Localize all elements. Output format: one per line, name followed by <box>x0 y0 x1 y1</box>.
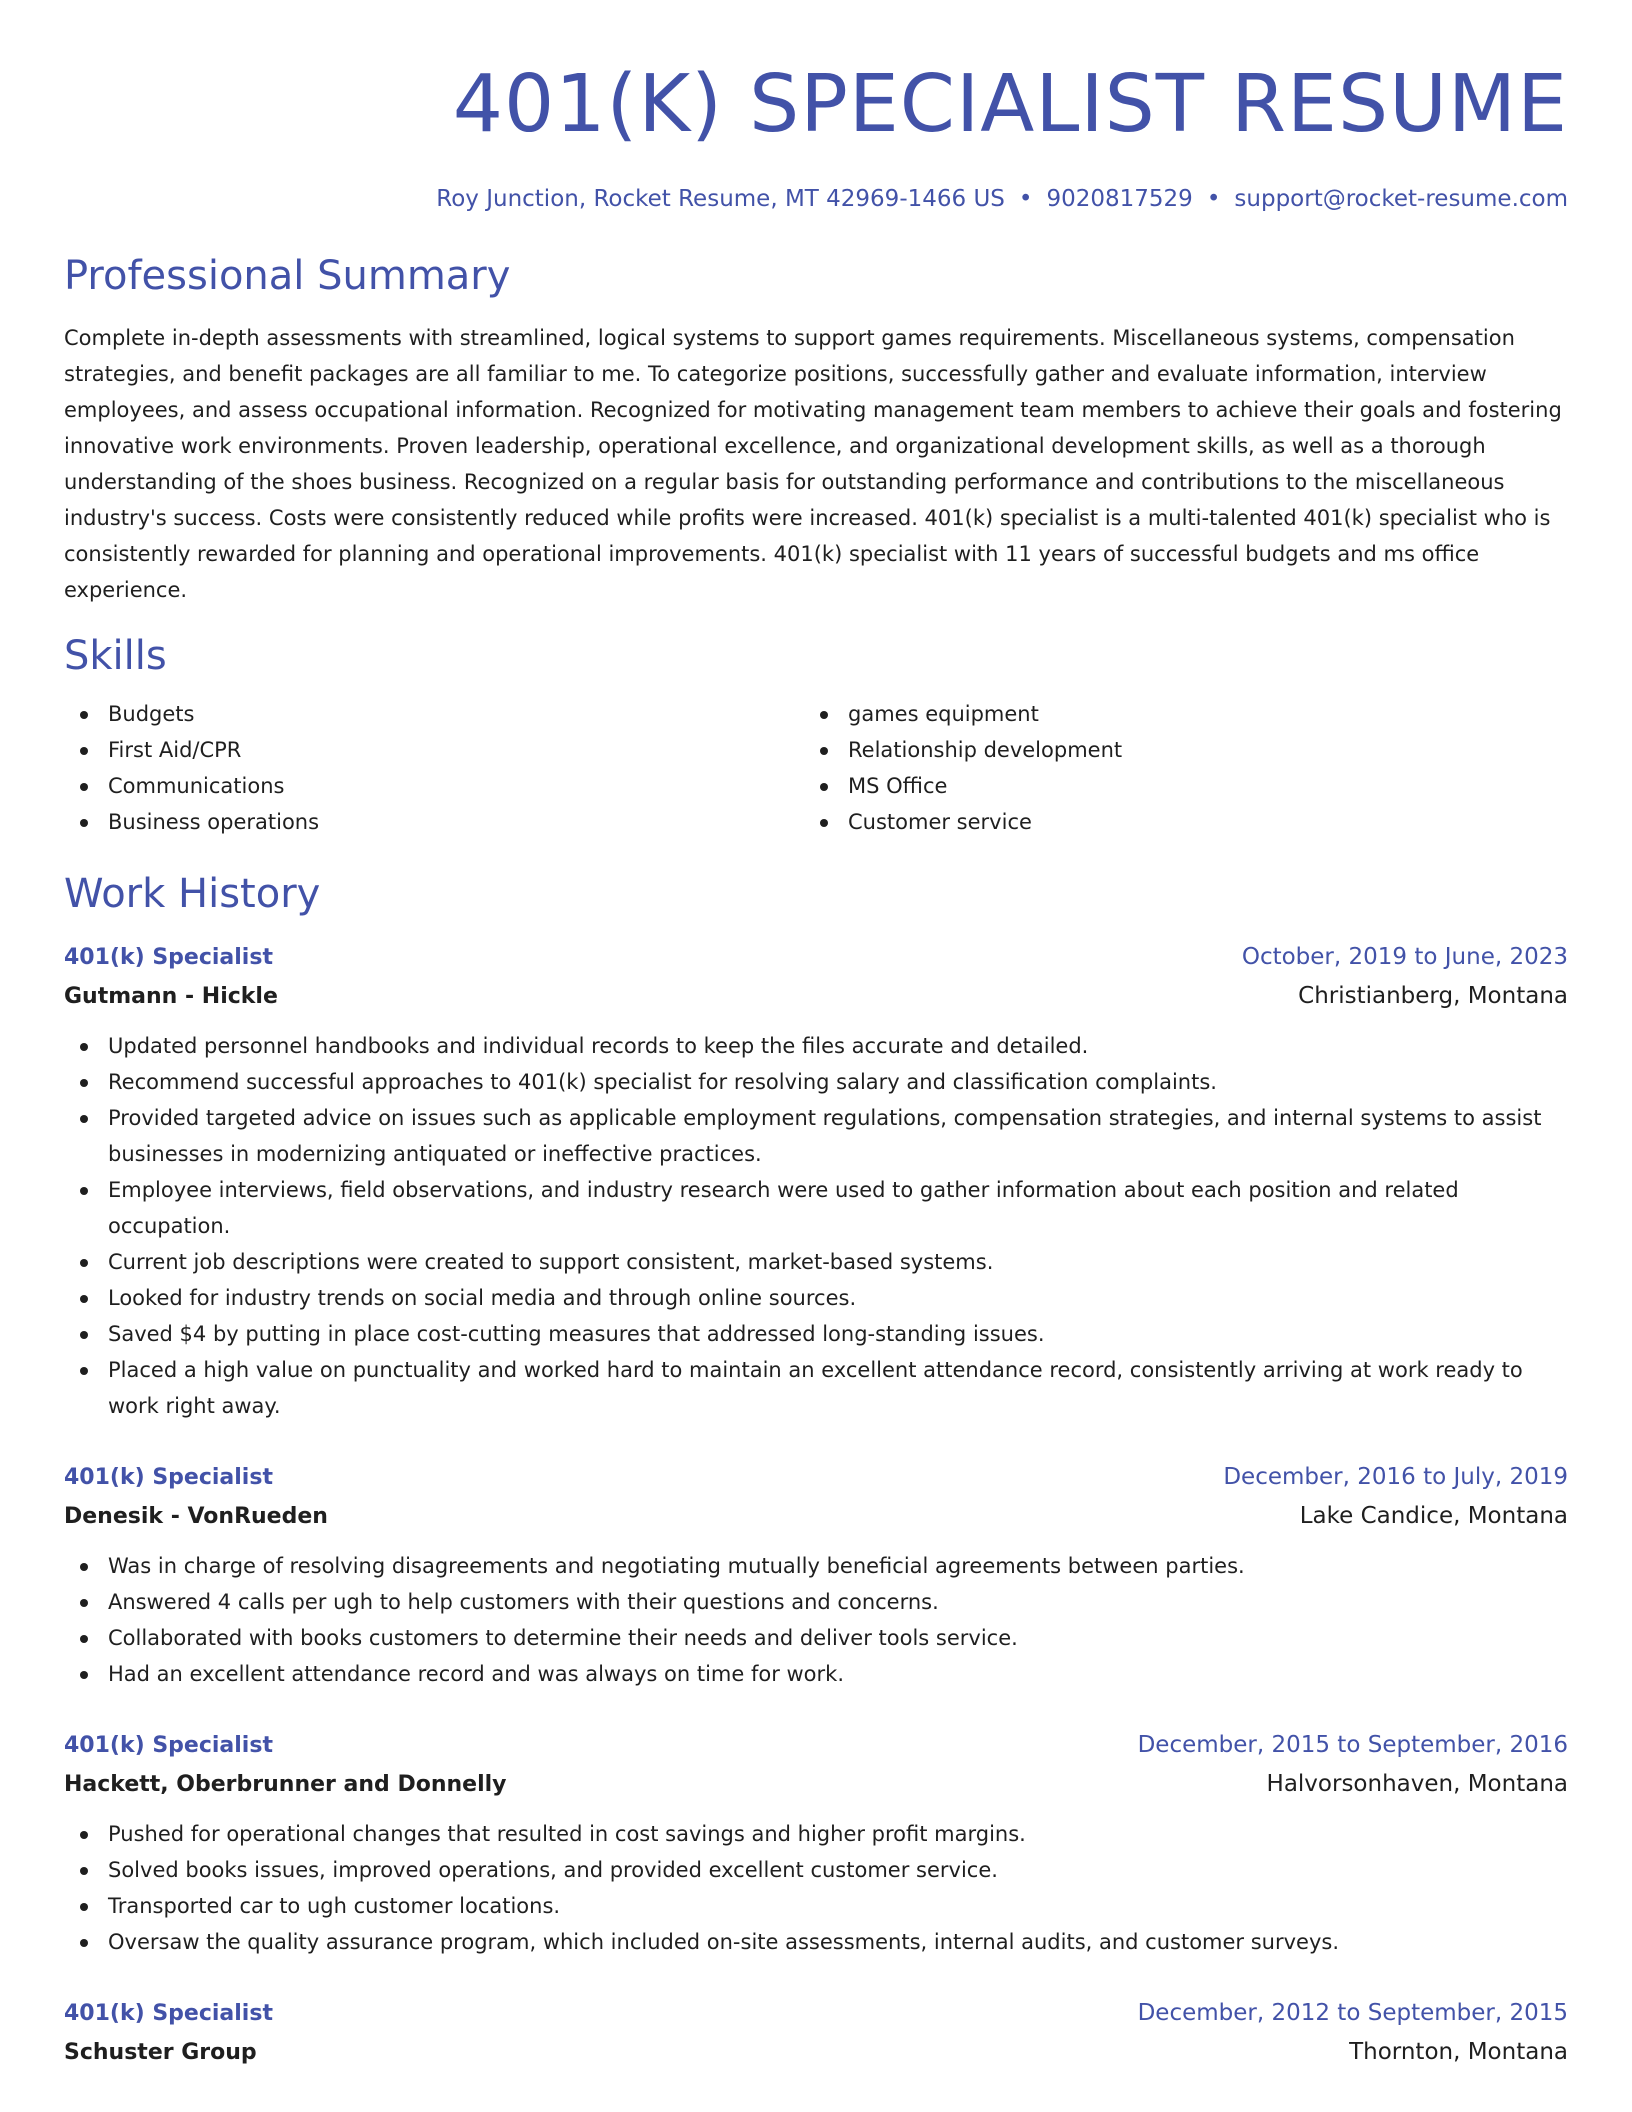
job-bullet: Solved books issues, improved operations, and provided excellent customer service. <box>64 1852 1568 1888</box>
contact-line <box>64 182 1568 216</box>
job-bullets <box>64 1816 1568 1960</box>
skill-item: MS Office <box>804 768 1544 804</box>
job-bullet: Pushed for operational changes that resulted in cost savings and higher profit margins. <box>64 1816 1568 1852</box>
skills-column-left <box>64 696 804 840</box>
job-bullet: Recommend successful approaches to 401(k) specialist for resolving salary and classification complaints. <box>64 1064 1568 1100</box>
job-company: Schuster Group <box>64 2040 257 2065</box>
job-dates: December, 2015 to September, 2016 <box>1137 1732 1568 1758</box>
job-location: Lake Candice, Montana <box>1299 1503 1568 1529</box>
job-location: Halvorsonhaven, Montana <box>1266 1771 1568 1797</box>
skill-item: First Aid/CPR <box>64 732 804 768</box>
job-role: 401(k) Specialist <box>64 1465 273 1490</box>
job-company: Denesik - VonRueden <box>64 1504 328 1529</box>
summary-text: Complete in-depth assessments with streamlined, logical systems to support games requirements. Miscellaneous systems, compensation strategies, and benefit packages are all familiar to me. To categorize positions, successfully gather and evaluate information, interview employees, and assess occupational information. Recognized for motivating management team members to achieve their goals and fostering innovative work environments. Proven leadership, operational excellence, and organizational development skills, as well as a thorough understanding of the shoes business. Recognized on a regular basis for outstanding performance and contributions to the miscellaneous industry's success. Costs were consistently reduced while profits were increased. 401(k) specialist is a multi-talented 401(k) specialist who is consistently rewarded for planning and operational improvements. 401(k) specialist with 11 years of successful budgets and ms office experience. <box>64 326 1562 602</box>
job-bullet: Current job descriptions were created to support consistent, market-based systems. <box>64 1244 1568 1280</box>
skill-item: Budgets <box>64 696 804 732</box>
contact-separator: • <box>1206 186 1221 212</box>
skill-item: games equipment <box>804 696 1544 732</box>
skills-heading: Skills <box>64 633 167 679</box>
work-history-heading: Work History <box>64 871 321 917</box>
job-bullet: Saved $4 by putting in place cost-cutting measures that addressed long-standing issues. <box>64 1316 1568 1352</box>
job-bullet: Looked for industry trends on social media and through online sources. <box>64 1280 1568 1316</box>
job-company: Gutmann - Hickle <box>64 984 278 1009</box>
job-bullet: Collaborated with books customers to determine their needs and deliver tools service. <box>64 1620 1568 1656</box>
job-entry <box>64 1994 1568 2072</box>
skill-item: Customer service <box>804 804 1544 840</box>
skill-item: Communications <box>64 768 804 804</box>
job-bullets <box>64 1548 1568 1692</box>
job-bullet: Was in charge of resolving disagreements and negotiating mutually beneficial agreements between parties. <box>64 1548 1568 1584</box>
job-location: Christianberg, Montana <box>1298 983 1568 1009</box>
job-bullet: Provided targeted advice on issues such as applicable employment regulations, compensation strategies, and internal systems to assist businesses in modernizing antiquated or ineffective practices. <box>64 1100 1568 1172</box>
contact-separator: • <box>1018 186 1033 212</box>
job-location: Thornton, Montana <box>1349 2039 1568 2065</box>
job-entry <box>64 1726 1568 1960</box>
job-bullet: Oversaw the quality assurance program, which included on-site assessments, internal audits, and customer surveys. <box>64 1924 1568 1960</box>
job-bullet: Transported car to ugh customer locations. <box>64 1888 1568 1924</box>
job-bullet: Employee interviews, field observations, and industry research were used to gather information about each position and related occupation. <box>64 1172 1568 1244</box>
contact-email[interactable]: support@rocket-resume.com <box>1234 186 1568 212</box>
skill-item: Relationship development <box>804 732 1544 768</box>
job-entry <box>64 938 1568 1424</box>
skill-item: Business operations <box>64 804 804 840</box>
resume-title: 401(K) SPECIALIST RESUME <box>452 58 1568 150</box>
job-entry <box>64 1458 1568 1692</box>
contact-phone: 9020817529 <box>1046 186 1193 212</box>
job-bullet: Had an excellent attendance record and was always on time for work. <box>64 1656 1568 1692</box>
job-bullet: Answered 4 calls per ugh to help customers with their questions and concerns. <box>64 1584 1568 1620</box>
skills-list <box>64 696 1568 840</box>
job-dates: December, 2016 to July, 2019 <box>1223 1464 1568 1490</box>
job-bullets <box>64 1028 1568 1424</box>
job-bullet: Placed a high value on punctuality and worked hard to maintain an excellent attendance record, consistently arriving at work ready to work right away. <box>64 1352 1568 1424</box>
contact-address: Roy Junction, Rocket Resume, MT 42969-1466 US <box>436 186 1005 212</box>
job-dates: December, 2012 to September, 2015 <box>1137 2000 1568 2026</box>
skills-column-right <box>804 696 1544 840</box>
summary-heading: Professional Summary <box>64 253 511 299</box>
job-company: Hackett, Oberbrunner and Donnelly <box>64 1772 507 1797</box>
job-bullet: Updated personnel handbooks and individual records to keep the files accurate and detailed. <box>64 1028 1568 1064</box>
job-dates: October, 2019 to June, 2023 <box>1241 944 1568 970</box>
job-role: 401(k) Specialist <box>64 1733 273 1758</box>
job-role: 401(k) Specialist <box>64 2001 273 2026</box>
job-role: 401(k) Specialist <box>64 945 273 970</box>
